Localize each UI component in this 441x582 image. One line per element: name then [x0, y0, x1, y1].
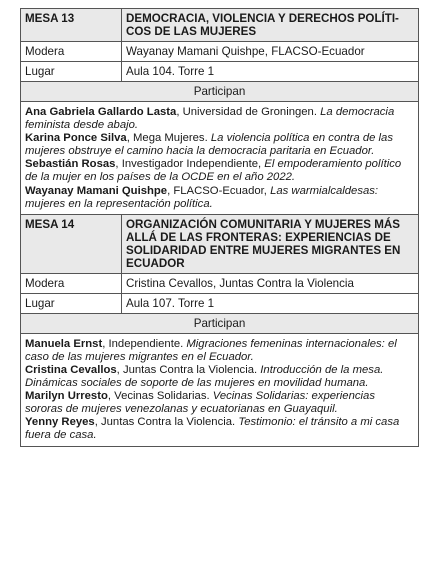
participant-affiliation: , Independiente. [102, 337, 187, 350]
mesa-14-participan-label: Participan [21, 313, 419, 333]
participant-topic: La violencia política en contra de las mujeres obstruye el camino hacia la democracia paritaria en Ecuador. [25, 132, 393, 158]
participant-name: Marilyn Urresto [25, 390, 108, 403]
mesa-13-participan-label: Participan [21, 82, 419, 102]
participant-entry [25, 364, 414, 390]
participant-affiliation: , FLACSO-Ecuador, [167, 184, 271, 197]
participant-name: Ana Gabriela Gallardo Lasta [25, 106, 177, 118]
mesa-14-modera-value: Cristina Cevallos, Juntas Contra la Violencia [122, 273, 419, 293]
participant-topic: Introducción de la mesa. Dinámicas sociales de soporte de las mujeres en movilidad humana. [25, 363, 384, 390]
participant-entry [25, 106, 414, 132]
mesa-13-lugar-value: Aula 104. Torre 1 [122, 62, 419, 82]
participant-name: Sebastián Rosas [25, 158, 116, 171]
mesa-13-lugar-row [21, 62, 419, 82]
participant-entry [25, 132, 414, 158]
mesa-14-participants-row [21, 333, 419, 446]
mesa-14-lugar-value: Aula 107. Torre 1 [122, 293, 419, 313]
mesa-13-label: MESA 13 [21, 9, 122, 42]
participant-topic: Las warmialcaldesas: mujeres en la representación política. [25, 184, 379, 210]
mesa-13-header-row [21, 9, 419, 42]
participant-affiliation: , Investigador Independiente, [115, 158, 265, 171]
participant-topic: La democracia feminista desde abajo. [25, 106, 395, 132]
participant-affiliation: , Vecinas Solidarias. [107, 390, 213, 403]
participant-entry [25, 416, 414, 442]
mesa-13-participants-row [21, 102, 419, 215]
mesa-13-modera-value: Wayanay Mamani Quishpe, FLACSO-Ecuador [122, 42, 419, 62]
participant-entry [25, 390, 414, 416]
participant-topic: Testimonio: el tránsito a mi casa fuera de casa. [25, 416, 400, 442]
mesa-14-lugar-label: Lugar [21, 293, 122, 313]
mesa-14-modera-row [21, 273, 419, 293]
mesa-13-modera-row [21, 42, 419, 62]
mesa-14-participan-row [21, 313, 419, 333]
participant-affiliation: , Mega Mujeres. [126, 132, 211, 145]
participant-affiliation: , Juntas Contra la Violencia. [94, 416, 239, 429]
mesa-14-modera-label: Modera [21, 273, 122, 293]
participant-name: Cristina Cevallos [25, 363, 117, 376]
participant-name: Wayanay Mamani Quishpe [25, 184, 168, 197]
mesa-14-lugar-row [21, 293, 419, 313]
mesa-14-title: ORGANIZACIÓN COMUNITARIA Y MUJERES MÁS ALLÁ DE LAS FRONTERAS: EXPERIENCIAS DE SOLIDARIDAD ENTRE MUJERES MIGRANTES EN ECUADOR [122, 214, 419, 273]
mesa-13-modera-label: Modera [21, 42, 122, 62]
participant-name: Manuela Ernst [25, 337, 103, 350]
mesa-14-header-row [21, 214, 419, 273]
participant-topic: Vecinas Solidarias: experiencias sororas de mujeres venezolanas y ecuatorianas en Guayaquil. [25, 390, 375, 416]
mesa-14-participants-list [21, 333, 419, 446]
participant-entry [25, 158, 414, 184]
mesa-13-participan-row [21, 82, 419, 102]
program-table [20, 8, 419, 447]
mesa-13-participants-list [21, 102, 419, 215]
participant-name: Karina Ponce Silva [25, 132, 127, 145]
participant-entry [25, 338, 414, 364]
participant-affiliation: , Universidad de Groningen. [176, 106, 321, 118]
participant-topic: El empoderamiento político de la mujer en los países de la OCDE en el año 2022. [25, 158, 402, 184]
participant-topic: Migraciones femeninas internacionales: el caso de las mujeres migrantes en el Ecuador. [25, 337, 397, 363]
mesa-13-title: DEMOCRACIA, VIOLENCIA Y DERECHOS POLÍTI-COS DE LAS MUJERES [122, 9, 419, 42]
mesa-14-label: MESA 14 [21, 214, 122, 273]
participant-affiliation: , Juntas Contra la Violencia. [116, 363, 261, 376]
participant-entry [25, 185, 414, 211]
mesa-13-lugar-label: Lugar [21, 62, 122, 82]
participant-name: Yenny Reyes [25, 416, 95, 429]
